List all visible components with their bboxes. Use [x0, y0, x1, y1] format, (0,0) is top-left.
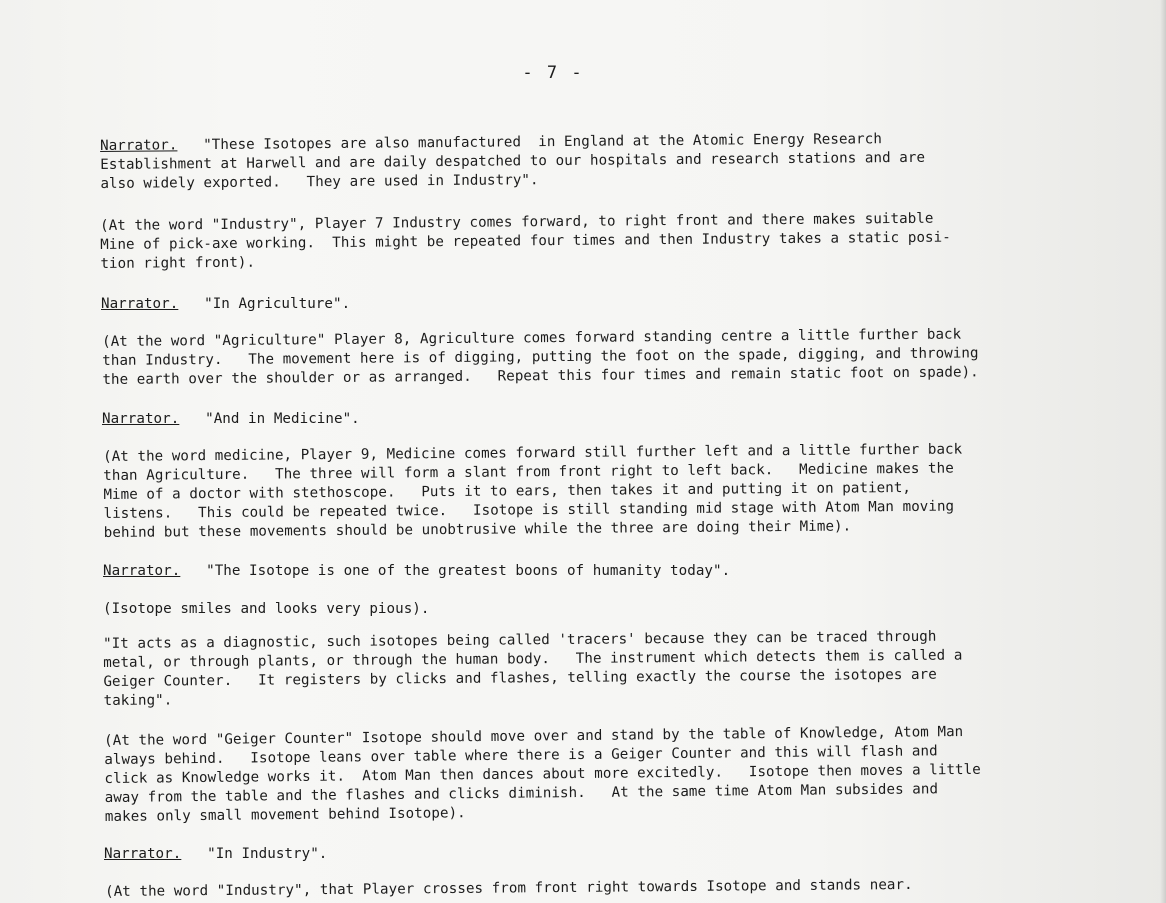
narrator-paragraph-medicine	[102, 410, 360, 429]
text-line: than Industry. The movement here is of digging, putting the foot on the spade, digging, and throwing	[102, 345, 979, 369]
narrator-paragraph-harwell	[100, 130, 925, 194]
text-line: also widely exported. They are used in Industry".	[100, 172, 539, 192]
text-line: "In Agriculture".	[178, 296, 351, 312]
text-line: (At the word "Industry", Player 7 Industry comes forward, to right front and there makes suitable	[100, 210, 934, 234]
text-line: listens. This could be repeated twice. Isotope is still standing mid stage with Atom Man moving	[103, 498, 955, 522]
text-line: makes only small movement behind Isotope).	[104, 805, 466, 825]
narrator-paragraph-agriculture	[101, 295, 350, 314]
text-line: "The Isotope is one of the greatest boons of humanity today".	[180, 563, 731, 579]
text-line: (At the word "Geiger Counter" Isotope should move over and stand by the table of Knowledge, Atom Man	[104, 724, 964, 749]
speaker-label: Narrator.	[101, 296, 179, 312]
speaker-label: Narrator.	[102, 411, 180, 427]
text-line: Mine of pick-axe working. This might be repeated four times and then Industry takes a static posi-	[100, 229, 951, 253]
text-line: click as Knowledge works it. Atom Man then dances about more excitedly. Isotope then moves a little	[104, 761, 981, 787]
narrator-paragraph-industry	[104, 845, 327, 864]
stage-direction-industry-crosses	[105, 876, 913, 902]
text-line: the earth over the shoulder or as arranged. Repeat this four times and remain static foot on spade).	[102, 364, 979, 388]
text-line: than Agriculture. The three will form a slant from front right to left back. Medicine makes the	[103, 460, 954, 484]
stage-direction-agriculture	[102, 325, 979, 390]
text-line: taking".	[103, 692, 173, 709]
narrator-paragraph-isotope-boon	[103, 562, 730, 581]
scan-edge-shadow	[1160, 0, 1166, 903]
stage-direction-industry	[100, 210, 951, 274]
stage-direction-medicine	[103, 441, 963, 543]
narrator-paragraph-tracers	[103, 628, 963, 711]
text-line: "These Isotopes are also manufactured in England at the Atomic Energy Research	[177, 131, 882, 154]
text-line: away from the table and the flashes and clicks diminish. At the same time Atom Man subsides and	[104, 781, 939, 806]
speaker-label: Narrator.	[103, 563, 181, 579]
text-line: always behind. Isotope leans over table where there is a Geiger Counter and this will flash and	[104, 743, 938, 768]
text-line: "In Industry".	[181, 846, 328, 862]
stage-direction-pious	[103, 600, 429, 619]
text-line: Establishment at Harwell and are daily despatched to our hospitals and research stations and are	[100, 149, 926, 173]
text-line: (At the word medicine, Player 9, Medicine comes forward still further left and a little further back	[103, 441, 963, 465]
text-line: (At the word "Agriculture" Player 8, Agriculture comes forward standing centre a little further back	[102, 326, 962, 350]
text-line: behind but these movements should be unobtrusive while the three are doing their Mime).	[103, 518, 852, 541]
speaker-label: Narrator.	[100, 137, 178, 154]
text-line: Mime of a doctor with stethoscope. Puts it to ears, then takes it and putting it on patient,	[103, 479, 912, 503]
text-line: metal, or through plants, or through the human body. The instrument which detects them is called a	[103, 647, 963, 671]
text-line: "And in Medicine".	[179, 411, 360, 427]
stage-direction-geiger-counter	[104, 723, 981, 827]
page-number: - 7 -	[522, 63, 584, 83]
text-line: tion right front).	[100, 254, 256, 272]
text-line: (At the word "Industry", that Player crosses from front right towards Isotope and stands near.	[105, 876, 913, 900]
text-line: Geiger Counter. It registers by clicks and flashes, telling exactly the course the isotopes are	[103, 666, 937, 690]
text-line: "It acts as a diagnostic, such isotopes being called 'tracers' because they can be traced through	[103, 628, 937, 652]
text-line: (Isotope smiles and looks very pious).	[103, 601, 430, 617]
speaker-label: Narrator.	[104, 846, 182, 862]
